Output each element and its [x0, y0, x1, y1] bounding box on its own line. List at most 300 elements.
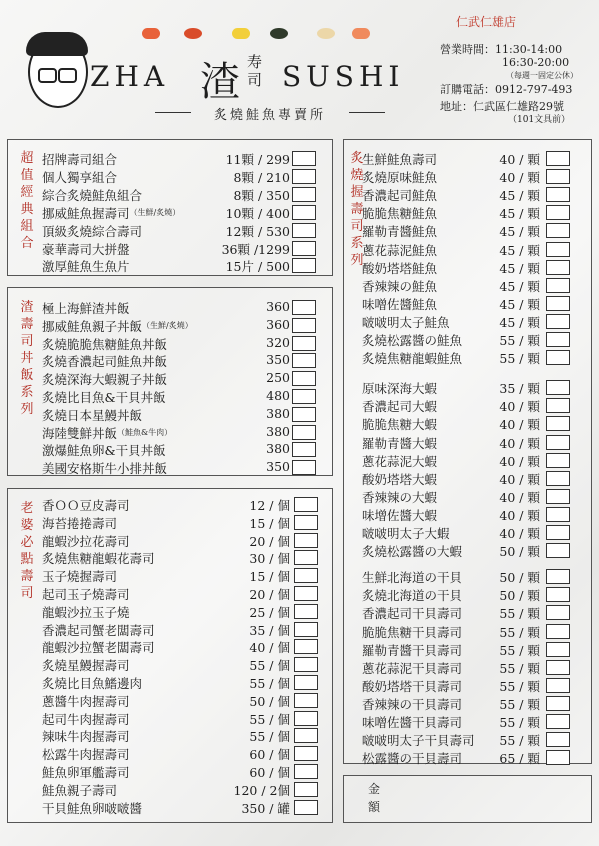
item-name: 香濃起司干貝壽司	[362, 606, 463, 622]
item-name: 香濃起司大蝦	[362, 399, 438, 415]
aburi-menu-item	[362, 277, 576, 295]
quantity-checkbox[interactable]	[292, 389, 316, 404]
brand-zha-char: 渣	[200, 59, 240, 105]
don-menu-item	[42, 299, 322, 317]
item-name: 綜合炙燒鮭魚組合	[42, 187, 143, 203]
quantity-checkbox[interactable]	[546, 169, 570, 184]
aburi-menu-item	[362, 259, 576, 277]
item-price: 30 / 個	[249, 551, 290, 567]
quantity-checkbox[interactable]	[294, 586, 318, 601]
item-name: 香濃起司鮭魚	[362, 188, 438, 204]
quantity-checkbox[interactable]	[294, 497, 318, 512]
musteat-menu-item	[42, 603, 324, 621]
aburi-menu-item	[362, 331, 576, 349]
maki-sushi-icon	[270, 28, 288, 39]
item-name: 激厚鮭魚生魚片	[42, 259, 130, 275]
item-price: 480	[266, 388, 290, 403]
item-price: 60 / 個	[249, 765, 290, 780]
aburi-menu-item	[362, 568, 576, 586]
item-price: 45 / 顆	[499, 278, 540, 294]
item-name: 干貝鮭魚卵啵啵醬	[42, 800, 143, 816]
item-name: 香辣辣の鮭魚	[362, 278, 438, 294]
item-name: 挪威鮭魚握壽司	[42, 205, 130, 221]
item-price: 36顆 /1299	[221, 241, 290, 257]
aburi-menu-item	[362, 241, 576, 259]
item-name: 香辣辣の干貝壽司	[362, 696, 463, 712]
combo-menu-item	[42, 222, 322, 240]
item-price: 55 / 顆	[499, 678, 540, 694]
brand-sushi: SUSHI	[282, 60, 405, 93]
item-name: 松露醬の干貝壽司	[362, 751, 463, 767]
quantity-checkbox[interactable]	[546, 242, 570, 257]
don-menu-item	[42, 335, 322, 353]
item-price: 40 / 顆	[499, 170, 540, 186]
hours-line-2: 16:30-20:00	[502, 56, 570, 69]
aburi-menu-item	[362, 150, 576, 168]
item-price: 15 / 個	[249, 515, 290, 531]
item-price: 350	[266, 352, 290, 368]
roe-sushi-icon	[184, 28, 202, 39]
quantity-checkbox[interactable]	[546, 380, 570, 395]
item-name: 炙燒脆脆焦糖鮭魚丼飯	[42, 336, 168, 352]
quantity-checkbox[interactable]	[546, 543, 570, 558]
quantity-checkbox[interactable]	[292, 151, 316, 166]
item-price: 40 / 顆	[499, 471, 540, 487]
item-price: 55 / 顆	[499, 642, 540, 658]
quantity-checkbox[interactable]	[546, 278, 570, 293]
aburi-menu-item	[362, 604, 576, 622]
item-price: 320	[266, 334, 290, 350]
tagline: 炙燒鮭魚專賣所	[155, 104, 385, 123]
item-name: 炙燒日本星鰻丼飯	[42, 407, 143, 423]
aburi-menu-item	[362, 222, 576, 240]
quantity-checkbox[interactable]	[294, 746, 318, 761]
item-price: 65 / 顆	[499, 751, 540, 767]
item-price: 55 / 個	[249, 729, 290, 745]
item-price: 35 / 個	[249, 622, 290, 638]
aburi-menu-item	[362, 488, 576, 506]
item-name: 原味深海大蝦	[362, 381, 438, 397]
aburi-menu-item	[362, 731, 576, 749]
quantity-checkbox[interactable]	[294, 693, 318, 708]
quantity-checkbox[interactable]	[546, 624, 570, 639]
quantity-checkbox[interactable]	[294, 675, 318, 690]
quantity-checkbox[interactable]	[546, 260, 570, 275]
item-name: 玉子燒握壽司	[42, 569, 118, 585]
item-price: 50 / 顆	[499, 570, 540, 586]
item-name: 炙燒深海大蝦親子丼飯	[42, 372, 168, 388]
aburi-menu-item	[362, 434, 576, 452]
sushi-icons	[142, 28, 382, 50]
item-name: 龍蝦沙拉玉子燒	[42, 604, 130, 620]
item-name: 啵啵明太子鮭魚	[362, 314, 450, 330]
musteat-menu-item	[42, 763, 324, 781]
aburi-menu-item	[362, 186, 576, 204]
aburi-menu-item	[362, 749, 576, 767]
item-name: 炙燒焦糖龍蝦花壽司	[42, 551, 155, 567]
hours-note: （每週一固定公休）	[506, 71, 578, 80]
item-name: 起司牛肉握壽司	[42, 711, 130, 727]
aburi-menu-item	[362, 524, 576, 542]
address-note: （101文具前）	[508, 115, 571, 125]
item-name: 極上海鮮渣丼飯	[42, 301, 130, 316]
item-price: 60 / 個	[249, 747, 290, 763]
store-name: 仁武仁雄店	[456, 15, 517, 29]
item-price: 55 / 顆	[499, 606, 540, 622]
combo-menu-item	[42, 150, 322, 168]
item-price: 55 / 顆	[499, 624, 540, 640]
don-menu-item	[42, 424, 322, 442]
phone: 訂購電話：0912-797-493	[440, 83, 573, 96]
quantity-checkbox[interactable]	[294, 515, 318, 530]
item-name: 脆脆焦糖干貝壽司	[362, 624, 463, 640]
musteat-menu-item	[42, 549, 324, 567]
quantity-checkbox[interactable]	[292, 169, 316, 184]
quantity-checkbox[interactable]	[294, 657, 318, 672]
item-name: 酸奶塔塔鮭魚	[362, 260, 438, 276]
item-name: 脆脆焦糖鮭魚	[362, 206, 438, 222]
item-price: 40 / 個	[249, 640, 290, 656]
don-title: 渣壽司丼飯系列	[20, 300, 34, 417]
quantity-checkbox[interactable]	[294, 550, 318, 565]
item-name: 羅勒青醬大蝦	[362, 435, 438, 451]
item-price: 50 / 顆	[499, 588, 540, 604]
quantity-checkbox[interactable]	[546, 314, 570, 329]
item-name: 松露牛肉握壽司	[42, 747, 130, 763]
musteat-menu-item	[42, 799, 324, 817]
aburi-menu-item	[362, 470, 576, 488]
brand-kotobuki: 寿	[247, 53, 263, 71]
brand-tsukasa: 司	[247, 71, 263, 89]
aburi-menu-item	[362, 415, 576, 433]
item-note: （鮭魚&牛肉）	[117, 427, 173, 437]
total-section	[343, 775, 592, 823]
item-price: 45 / 顆	[499, 260, 540, 276]
item-name: 啵啵明太子干貝壽司	[362, 733, 475, 749]
quantity-checkbox[interactable]	[292, 318, 316, 333]
scallop-sushi-icon	[317, 28, 335, 39]
item-name: 美國安格斯牛小排丼飯	[42, 461, 168, 477]
quantity-checkbox[interactable]	[546, 416, 570, 431]
item-name: 炙燒比目魚&干貝丼飯	[42, 390, 166, 405]
don-menu-item	[42, 388, 322, 406]
musteat-title: 老婆必點壽司	[20, 501, 34, 601]
quantity-checkbox[interactable]	[546, 660, 570, 675]
item-note: （生鮮/炙燒）	[142, 320, 193, 330]
musteat-menu-item	[42, 710, 324, 728]
item-price: 45 / 顆	[499, 314, 540, 330]
aburi-menu-item	[362, 623, 576, 641]
quantity-checkbox[interactable]	[294, 782, 318, 797]
item-name: 味噌佐醬干貝壽司	[362, 715, 463, 730]
quantity-checkbox[interactable]	[292, 353, 316, 368]
aburi-menu-item	[362, 677, 576, 695]
quantity-checkbox[interactable]	[292, 300, 316, 315]
quantity-checkbox[interactable]	[546, 471, 570, 486]
quantity-checkbox[interactable]	[546, 642, 570, 657]
item-name: 酸奶塔塔大蝦	[362, 471, 438, 487]
combo-title: 超值經典組合	[20, 151, 34, 251]
item-name: 炙燒星鰻握壽司	[42, 658, 130, 674]
item-name: 味增佐醬大蝦	[362, 507, 438, 523]
don-menu-item	[42, 370, 322, 388]
quantity-checkbox[interactable]	[294, 533, 318, 548]
item-name: 炙燒松露醬の鮭魚	[362, 333, 463, 348]
quantity-checkbox[interactable]	[294, 728, 318, 743]
item-name: 炙燒原味鮭魚	[362, 170, 438, 186]
item-price: 380	[266, 405, 290, 421]
item-price: 40 / 顆	[499, 435, 540, 451]
item-name: 激爆鮭魚卵&干貝丼飯	[42, 443, 166, 459]
brand-zha: ZHA	[90, 60, 170, 93]
item-name: 生鮮北海道の干貝	[362, 570, 463, 586]
mascot-logo-icon	[28, 36, 88, 108]
item-price: 45 / 顆	[499, 206, 540, 222]
item-name: 鮭魚卵軍艦壽司	[42, 765, 130, 780]
item-name: 豪華壽司大拼盤	[42, 241, 130, 257]
item-name: 蔥花蒜泥鮭魚	[362, 242, 438, 258]
musteat-menu-item	[42, 674, 324, 692]
item-price: 55 / 顆	[499, 715, 540, 730]
item-name: 生鮮鮭魚壽司	[362, 152, 438, 167]
item-name: 辣味牛肉握壽司	[42, 729, 130, 745]
item-price: 380	[266, 441, 290, 457]
quantity-checkbox[interactable]	[292, 223, 316, 238]
quantity-checkbox[interactable]	[546, 696, 570, 711]
item-price: 40 / 顆	[499, 152, 540, 167]
combo-menu-item	[42, 168, 322, 186]
musteat-menu-item	[42, 781, 324, 799]
musteat-menu-item	[42, 496, 324, 514]
item-name: 啵啵明太子大蝦	[362, 526, 450, 541]
item-name: 頂級炙燒綜合壽司	[42, 223, 143, 239]
item-price: 360	[266, 299, 290, 314]
item-price: 20 / 個	[249, 533, 290, 549]
item-name: 羅勒青醬干貝壽司	[362, 642, 463, 658]
quantity-checkbox[interactable]	[294, 639, 318, 654]
item-name: 海苔捲捲壽司	[42, 515, 118, 531]
quantity-checkbox[interactable]	[294, 604, 318, 619]
quantity-checkbox[interactable]	[292, 425, 316, 440]
item-price: 55 / 顆	[499, 696, 540, 712]
item-name: 酸奶塔塔干貝壽司	[362, 678, 463, 694]
don-menu-item	[42, 441, 322, 459]
total-label-2: 額	[368, 800, 381, 814]
quantity-checkbox[interactable]	[292, 460, 316, 475]
quantity-checkbox[interactable]	[546, 187, 570, 202]
total-label-1: 金	[368, 782, 381, 796]
quantity-checkbox[interactable]	[546, 223, 570, 238]
item-name: 炙燒北海道の干貝	[362, 588, 463, 604]
quantity-checkbox[interactable]	[546, 489, 570, 504]
tamago-sushi-icon	[232, 28, 250, 39]
quantity-checkbox[interactable]	[546, 587, 570, 602]
item-price: 40 / 顆	[499, 507, 540, 523]
quantity-checkbox[interactable]	[546, 507, 570, 522]
combo-menu-item	[42, 204, 322, 222]
item-name: 蔥花蒜泥干貝壽司	[362, 660, 463, 676]
item-name: 鮭魚親子壽司	[42, 782, 118, 798]
musteat-menu-item	[42, 745, 324, 763]
quantity-checkbox[interactable]	[546, 678, 570, 693]
item-price: 40 / 顆	[499, 489, 540, 505]
aburi-menu-item	[362, 713, 576, 731]
quantity-checkbox[interactable]	[292, 371, 316, 386]
item-name: 炙燒比目魚鰭邊肉	[42, 676, 143, 691]
item-name: 香ＯＯ豆皮壽司	[42, 498, 130, 513]
quantity-checkbox[interactable]	[292, 187, 316, 202]
item-name: 脆脆焦糖大蝦	[362, 417, 438, 433]
item-price: 55 / 顆	[499, 351, 540, 367]
item-note: （生鮮/炙燒）	[129, 207, 181, 217]
item-price: 40 / 顆	[499, 399, 540, 415]
address: 地址：仁武區仁雄路29號	[440, 100, 564, 113]
shrimp-sushi-icon	[352, 28, 370, 39]
item-name: 炙燒焦糖龍蝦鮭魚	[362, 351, 463, 367]
aburi-menu-item	[362, 204, 576, 222]
item-price: 55 / 個	[249, 658, 290, 674]
don-menu-item	[42, 352, 322, 370]
item-price: 20 / 個	[249, 587, 290, 602]
musteat-menu-item	[42, 727, 324, 745]
item-price: 12 / 個	[249, 498, 290, 513]
quantity-checkbox[interactable]	[292, 336, 316, 351]
quantity-checkbox[interactable]	[546, 605, 570, 620]
salmon-sushi-icon	[142, 28, 160, 39]
item-price: 50 / 個	[249, 693, 290, 709]
quantity-checkbox[interactable]	[294, 764, 318, 779]
musteat-menu-item	[42, 621, 324, 639]
item-price: 360	[266, 316, 290, 332]
aburi-menu-item	[362, 542, 576, 560]
aburi-menu-item	[362, 295, 576, 313]
aburi-menu-item	[362, 659, 576, 677]
aburi-menu-item	[362, 586, 576, 604]
item-name: 香辣辣の大蝦	[362, 489, 438, 505]
item-price: 55 / 顆	[499, 333, 540, 348]
quantity-checkbox[interactable]	[546, 525, 570, 540]
musteat-menu-item	[42, 514, 324, 532]
quantity-checkbox[interactable]	[546, 750, 570, 765]
item-name: 香濃起司蟹老闆壽司	[42, 622, 155, 638]
item-price: 350	[266, 459, 290, 475]
item-name: 炙燒松露醬の大蝦	[362, 544, 463, 560]
musteat-menu-item	[42, 532, 324, 550]
quantity-checkbox[interactable]	[294, 622, 318, 637]
item-price: 45 / 顆	[499, 224, 540, 240]
aburi-menu-item	[362, 313, 576, 331]
quantity-checkbox[interactable]	[546, 435, 570, 450]
quantity-checkbox[interactable]	[546, 732, 570, 747]
aburi-menu-item	[362, 641, 576, 659]
quantity-checkbox[interactable]	[546, 569, 570, 584]
musteat-menu-item	[42, 567, 324, 585]
item-price: 12顆 / 530	[225, 223, 290, 239]
combo-menu-item	[42, 257, 322, 275]
item-price: 45 / 顆	[499, 188, 540, 204]
item-price: 50 / 顆	[499, 544, 540, 560]
musteat-menu-item	[42, 638, 324, 656]
quantity-checkbox[interactable]	[292, 258, 316, 273]
aburi-menu-item	[362, 397, 576, 415]
quantity-checkbox[interactable]	[546, 398, 570, 413]
item-price: 15 / 個	[249, 569, 290, 585]
item-price: 40 / 顆	[499, 453, 540, 469]
item-price: 35 / 顆	[499, 381, 540, 397]
don-menu-item	[42, 406, 322, 424]
musteat-menu-item	[42, 692, 324, 710]
aburi-menu-item	[362, 506, 576, 524]
aburi-menu-item	[362, 695, 576, 713]
musteat-menu-item	[42, 656, 324, 674]
aburi-menu-item	[362, 168, 576, 186]
quantity-checkbox[interactable]	[294, 568, 318, 583]
item-name: 起司玉子燒壽司	[42, 587, 130, 602]
quantity-checkbox[interactable]	[292, 442, 316, 457]
hours-line-1: 營業時間：11:30-14:00	[440, 43, 563, 56]
item-price: 11顆 / 299	[225, 152, 290, 167]
quantity-checkbox[interactable]	[546, 205, 570, 220]
item-price: 55 / 顆	[499, 660, 540, 676]
quantity-checkbox[interactable]	[546, 151, 570, 166]
item-price: 40 / 顆	[499, 417, 540, 433]
quantity-checkbox[interactable]	[294, 711, 318, 726]
aburi-menu-item	[362, 379, 576, 397]
quantity-checkbox[interactable]	[292, 205, 316, 220]
item-price: 8顆 / 350	[233, 187, 290, 203]
item-name: 蔥花蒜泥大蝦	[362, 453, 438, 469]
item-price: 8顆 / 210	[233, 169, 290, 185]
quantity-checkbox[interactable]	[546, 332, 570, 347]
item-price: 45 / 顆	[499, 242, 540, 258]
item-price: 15片 / 500	[225, 259, 290, 275]
quantity-checkbox[interactable]	[294, 800, 318, 815]
item-name: 龍蝦沙拉花壽司	[42, 533, 130, 549]
quantity-checkbox[interactable]	[546, 296, 570, 311]
combo-menu-item	[42, 240, 322, 258]
item-price: 45 / 顆	[499, 296, 540, 312]
quantity-checkbox[interactable]	[292, 241, 316, 256]
aburi-menu-item	[362, 349, 576, 367]
item-name: 炙燒香濃起司鮭魚丼飯	[42, 354, 168, 370]
item-name: 羅勒青醬鮭魚	[362, 224, 438, 240]
item-price: 350 / 罐	[241, 800, 290, 816]
don-menu-item	[42, 459, 322, 477]
aburi-title: 炙燒握壽司系列	[350, 151, 364, 268]
item-name: 味噌佐醬鮭魚	[362, 296, 438, 312]
combo-menu-item	[42, 186, 322, 204]
item-price: 55 / 個	[249, 676, 290, 691]
item-price: 25 / 個	[249, 604, 290, 620]
item-name: 挪威鮭魚親子丼飯	[42, 318, 143, 334]
quantity-checkbox[interactable]	[546, 350, 570, 365]
item-name: 招牌壽司組合	[42, 152, 118, 167]
quantity-checkbox[interactable]	[546, 453, 570, 468]
item-price: 380	[266, 423, 290, 439]
quantity-checkbox[interactable]	[292, 407, 316, 422]
quantity-checkbox[interactable]	[546, 714, 570, 729]
item-name: 蔥醬牛肉握壽司	[42, 693, 130, 709]
item-price: 55 / 個	[249, 711, 290, 727]
item-price: 10顆 / 400	[225, 205, 290, 221]
aburi-menu-item	[362, 452, 576, 470]
don-menu-item	[42, 317, 322, 335]
item-price: 55 / 顆	[499, 733, 540, 749]
item-name: 龍蝦沙拉蟹老闆壽司	[42, 640, 155, 656]
item-name: 海陸雙鮮丼飯	[42, 425, 118, 441]
item-name: 個人獨享組合	[42, 169, 118, 185]
item-price: 250	[266, 370, 290, 386]
